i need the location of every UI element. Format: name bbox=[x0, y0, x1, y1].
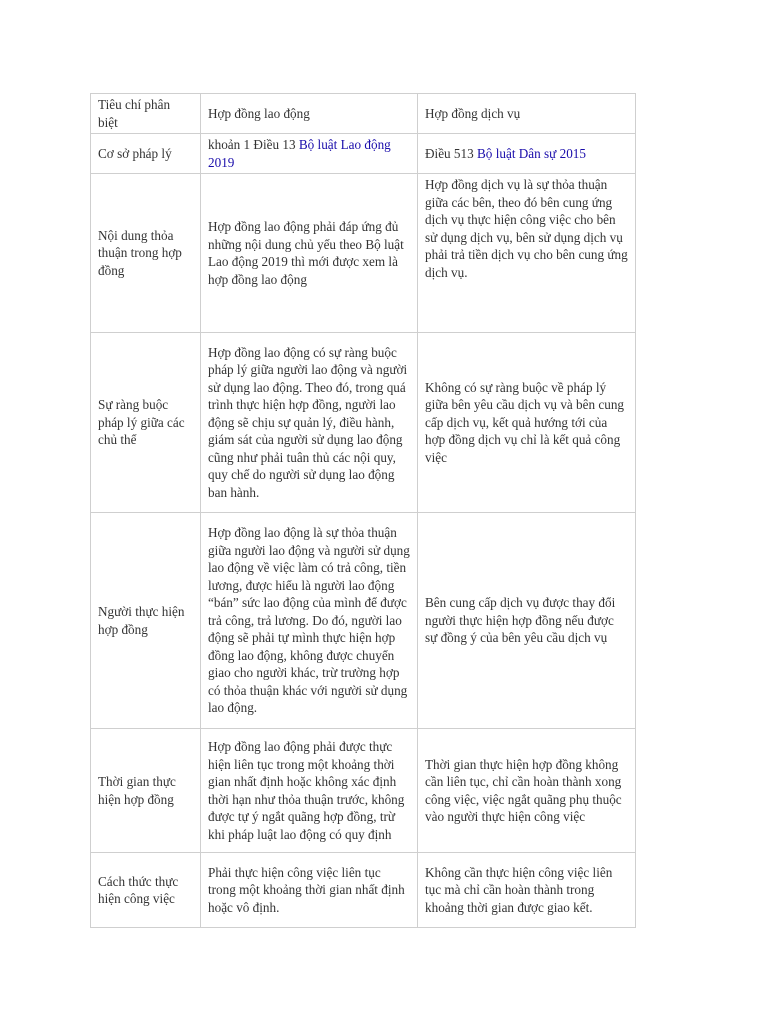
labor-cell bbox=[201, 134, 418, 174]
table-row-legal-binding bbox=[91, 333, 636, 513]
header-criteria: Tiêu chí phân biệt bbox=[91, 94, 201, 134]
service-cell: Không có sự ràng buộc về pháp lý giữa bên yêu cầu dịch vụ và bên cung cấp dịch vụ, kết quả hướng tới của hợp đồng dịch vụ chỉ là kết quả công việc bbox=[418, 333, 636, 513]
criteria-cell: Người thực hiện hợp đồng bbox=[91, 513, 201, 729]
table-row-agreement-content bbox=[91, 174, 636, 333]
labor-cell: Hợp đồng lao động phải đáp ứng đủ những nội dung chủ yếu theo Bộ luật Lao động 2019 thì mới được xem là hợp đồng lao động bbox=[201, 174, 418, 333]
labor-code-link[interactable]: Bộ luật Lao động 2019 bbox=[208, 137, 391, 170]
header-service-contract: Hợp đồng dịch vụ bbox=[418, 94, 636, 134]
table-row-performer bbox=[91, 513, 636, 729]
header-labor-contract: Hợp đồng lao động bbox=[201, 94, 418, 134]
service-cell: Thời gian thực hiện hợp đồng không cần liên tục, chỉ cần hoàn thành xong công việc, việc ngắt quãng phụ thuộc vào người thực hiện công việc bbox=[418, 729, 636, 853]
table-header-row bbox=[91, 94, 636, 134]
service-cell: Hợp đồng dịch vụ là sự thỏa thuận giữa các bên, theo đó bên cung ứng dịch vụ thực hiện công việc cho bên sử dụng dịch vụ, bên sử dụng dịch vụ phải trả tiền dịch vụ cho bên cung ứng dịch vụ. bbox=[418, 174, 636, 333]
labor-cell: Hợp đồng lao động có sự ràng buộc pháp lý giữa người lao động và người sử dụng lao động. Theo đó, trong quá trình thực hiện hợp đồng, người lao động sẽ chịu sự quản lý, điều hành, giám sát của người sử dụng lao động cũng như phải tuân thủ các nội quy, quy chế do người sử dụng lao động ban hành. bbox=[201, 333, 418, 513]
service-cell bbox=[418, 134, 636, 174]
table-row-legal-basis bbox=[91, 134, 636, 174]
civil-code-link[interactable]: Bộ luật Dân sự 2015 bbox=[477, 145, 586, 161]
labor-cell: Phải thực hiện công việc liên tục trong một khoảng thời gian nhất định hoặc vô định. bbox=[201, 853, 418, 928]
criteria-cell: Nội dung thỏa thuận trong hợp đồng bbox=[91, 174, 201, 333]
criteria-cell: Cách thức thực hiện công việc bbox=[91, 853, 201, 928]
criteria-cell: Sự ràng buộc pháp lý giữa các chủ thể bbox=[91, 333, 201, 513]
criteria-cell: Thời gian thực hiện hợp đồng bbox=[91, 729, 201, 853]
table-row-duration bbox=[91, 729, 636, 853]
service-legal-basis-text: Điều 513 bbox=[425, 145, 478, 161]
service-cell: Không cần thực hiện công việc liên tục mà chỉ cần hoàn thành trong khoảng thời gian được giao kết. bbox=[418, 853, 636, 928]
labor-cell: Hợp đồng lao động là sự thỏa thuận giữa người lao động và người sử dụng lao động về việc làm có trả công, tiền lương, được hiểu là người lao động “bán” sức lao động của mình để được trả công, trả lương. Do đó, người lao động sẽ phải tự mình thực hiện hợp đồng lao động, không được chuyển giao cho người khác, trừ trường hợp có thỏa thuận khác với người sử dụng lao động. bbox=[201, 513, 418, 729]
table-row-method bbox=[91, 853, 636, 928]
criteria-cell: Cơ sở pháp lý bbox=[91, 134, 201, 174]
labor-legal-basis-text: khoản 1 Điều 13 bbox=[208, 137, 299, 152]
labor-cell: Hợp đồng lao động phải được thực hiện liên tục trong một khoảng thời gian nhất định hoặc không xác định thời hạn như thỏa thuận trước, không được tự ý ngắt quãng hợp đồng, trừ khi pháp luật lao động có quy định bbox=[201, 729, 418, 853]
service-cell: Bên cung cấp dịch vụ được thay đổi người thực hiện hợp đồng nếu được sự đồng ý của bên yêu cầu dịch vụ bbox=[418, 513, 636, 729]
comparison-table bbox=[90, 93, 636, 928]
